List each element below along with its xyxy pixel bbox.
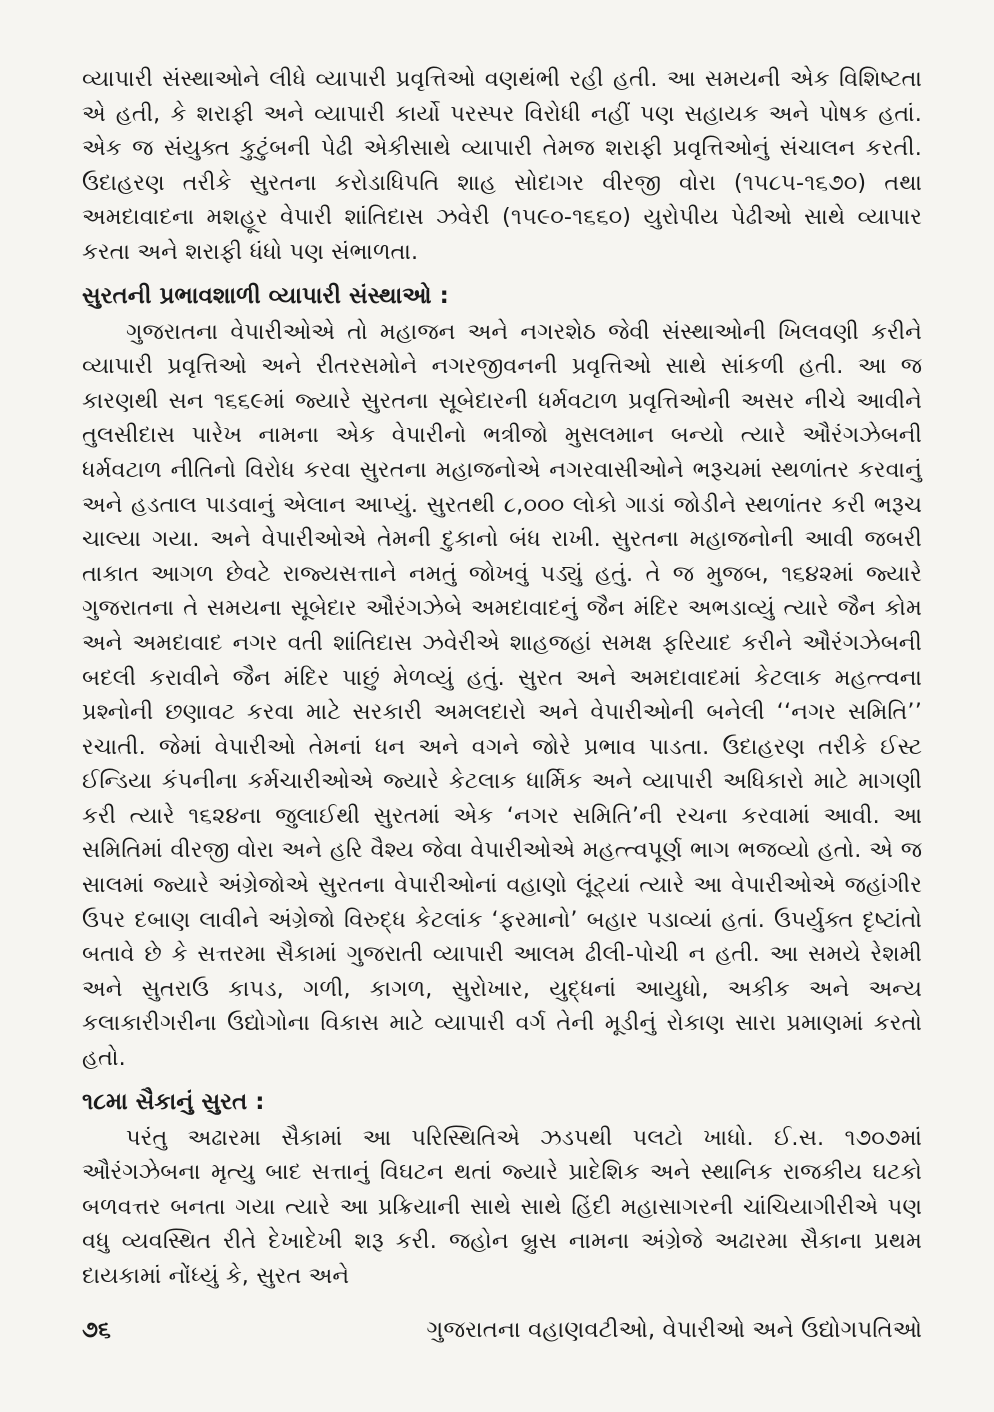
section-heading-surat-institutions: સુરતની પ્રભાવશાળી વ્યાપારી સંસ્થાઓ : [82,282,449,309]
paragraph-surat-institutions: ગુજરાતના વેપારીઓએ તો મહાજન અને નગરશેઠ જેવી સંસ્થાઓની ખિલવણી કરીને વ્યાપારી પ્રવૃત્તિઓ અને રીતરસમોને નગરજીવનની પ્રવૃત્તિઓ સાથે સાંકળી હતી. આ જ કારણથી સન ૧૬૬૯માં જ્યારે સુરતના સૂબેદારની ધર્મવટાળ પ્રવૃત્તિઓની અસર નીચે આવીને તુલસીદાસ પારેખ નામના એક વેપારીનો ભત્રીજો મુસલમાન બન્યો ત્યારે ઔરંગઝેબની ધર્મવટાળ નીતિનો વિરોધ કરવા સુરતના મહાજનોએ નગરવાસીઓને ભરૂચમાં સ્થળાંતર કરવાનું અને હડતાલ પાડવાનું એલાન આપ્યું. સુરતથી ૮,૦૦૦ લોકો ગાડાં જોડીને સ્થળાંતર કરી ભરૂચ ચાલ્યા ગયા. અને વેપારીઓએ તેમની દુકાનો બંધ રાખી. સુરતના મહાજનોની આવી જબરી તાકાત આગળ છેવટે રાજ્યસત્તાને નમતું જોખવું પડ્યું હતું. તે જ મુજબ, ૧૬૪૨માં જ્યારે ગુજરાતના તે સમયના સૂબેદાર ઔરંગઝેબે અમદાવાદનું જૈન મંદિર અભડાવ્યું ત્યારે જૈન કોમ અને અમદાવાદ નગર વતી શાંતિદાસ ઝવેરીએ શાહજહાં સમક્ષ ફરિયાદ કરીને ઔરંગઝેબની બદલી કરાવીને જૈન મંદિર પાછું મેળવ્યું હતું. સુરત અને અમદાવાદમાં કેટલાક મહત્ત્વના પ્રશ્નોની છણાવટ કરવા માટે સરકારી અમલદારો અને વેપારીઓની બનેલી ‘‘નગર સમિતિ’’ રચાતી. જેમાં વેપારીઓ તેમનાં ધન અને વગને જોરે પ્રભાવ પાડતા. ઉદાહરણ તરીકે ઈસ્ટ ઈન્ડિયા કંપનીના કર્મચારીઓએ જ્યારે કેટલાક ધાર્મિક અને વ્યાપારી અધિકારો માટે માગણી કરી ત્યારે ૧૬૨૪ના જુલાઈથી સુરતમાં એક ‘નગર સમિતિ’ની રચના કરવામાં આવી. આ સમિતિમાં વીરજી વોરા અને હરિ વૈશ્ય જેવા વેપારીઓએ મહત્ત્વપૂર્ણ ભાગ ભજવ્યો હતો. એ જ સાલમાં જ્યારે અંગ્રેજોએ સુરતના વેપારીઓનાં વહાણો લૂંટ્યાં ત્યારે આ વેપારીઓએ જહાંગીર ઉપર દબાણ લાવીને અંગ્રેજો વિરુદ્ધ કેટલાંક ‘ફરમાનો’ બહાર પડાવ્યાં હતાં. ઉપર્યુક્ત દૃષ્ટાંતો બતાવે છે કે સત્તરમા સૈકામાં ગુજરાતી વ્યાપારી આલમ ઢીલી-પોચી ન હતી. આ સમયે રેશમી અને સુતરાઉ કાપડ, ગળી, કાગળ, સુરોખાર, યુદ્ધનાં આયુધો, અકીક અને અન્ય કલાકારીગરીના ઉદ્યોગોના વિકાસ માટે વ્યાપારી વર્ગ તેની મૂડીનું રોકાણ સારા પ્રમાણમાં કરતો હતો. [82,318,922,1072]
page-content [82,62,922,1294]
paragraph-intro: વ્યાપારી સંસ્થાઓને લીધે વ્યાપારી પ્રવૃત્તિઓ વણથંભી રહી હતી. આ સમયની એક વિશિષ્ટતા એ હતી, કે શરાફી અને વ્યાપારી કાર્યો પરસ્પર વિરોધી નહીં પણ સહાયક અને પોષક હતાં. એક જ સંયુક્ત કુટુંબની પેઢી એકીસાથે વ્યાપારી તેમજ શરાફી પ્રવૃત્તિઓનું સંચાલન કરતી. ઉદાહરણ તરીકે સુરતના કરોડાધિપતિ શાહ સોદાગર વીરજી વોરા (૧૫૮૫-૧૬૭૦) તથા અમદાવાદના મશહૂર વેપારી શાંતિદાસ ઝવેરી (૧૫૯૦-૧૬૬૦) યુરોપીય પેઢીઓ સાથે વ્યાપાર કરતા અને શરાફી ધંધો પણ સંભાળતા. [82,66,922,265]
page-number: ૭૬ [82,1317,111,1343]
running-title: ગુજરાતના વહાણવટીઓ, વેપારીઓ અને ઉદ્યોગપતિઓ [426,1317,922,1343]
page-footer [82,1312,922,1348]
section-heading-18th-century: ૧૮મા સૈકાનું સુરત : [82,1088,265,1115]
paragraph-18th-century: પરંતુ અઢારમા સૈકામાં આ પરિસ્થિતિએ ઝડપથી પલટો ખાધો. ઈ.સ. ૧૭૦૭માં ઔરંગઝેબના મૃત્યુ બાદ સત્તાનું વિઘટન થતાં જ્યારે પ્રાદેશિક અને સ્થાનિક રાજકીય ઘટકો બળવત્તર બનતા ગયા ત્યારે આ પ્રક્રિયાની સાથે સાથે હિંદી મહાસાગરની ચાંચિયાગીરીએ પણ વધુ વ્યવસ્થિત રીતે દેખાદેખી શરૂ કરી. જહોન બ્રુસ નામના અંગ્રેજે અઢારમા સૈકાના પ્રથમ દાયકામાં નોંધ્યું કે, સુરત અને [82,1124,923,1289]
